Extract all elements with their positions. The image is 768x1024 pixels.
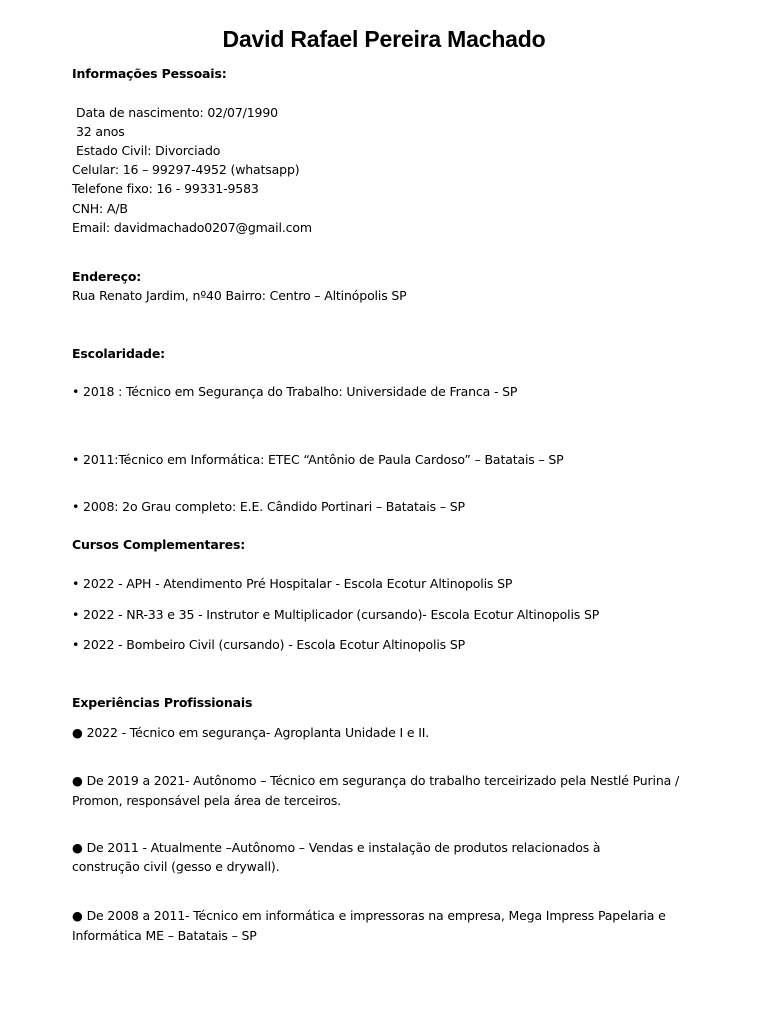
course-item: • 2022 - NR-33 e 35 - Instrutor e Multiplicador (cursando)- Escola Ecotur Altinopolis SP <box>72 607 600 622</box>
experience-item: ● 2022 - Técnico em segurança- Agroplanta Unidade I e II. <box>72 725 430 740</box>
landline-phone: Telefone fixo: 16 - 99331-9583 <box>72 181 259 196</box>
experience-item: ● De 2011 - Atualmente –Autônomo – Vendas e instalação de produtos relacionados à <box>72 840 601 855</box>
education-item: • 2008: 2o Grau completo: E.E. Cândido Portinari – Batatais – SP <box>72 499 465 514</box>
experience-heading: Experiências Profissionais <box>72 695 253 710</box>
driver-license: CNH: A/B <box>72 201 128 216</box>
personal-info-heading: Informações Pessoais: <box>72 66 227 81</box>
page-title: David Rafael Pereira Machado <box>222 26 546 52</box>
education-heading: Escolaridade: <box>72 346 166 361</box>
experience-item-continuation: construção civil (gesso e drywall). <box>72 859 280 874</box>
email: Email: davidmachado0207@gmail.com <box>72 220 312 235</box>
civil-status: Estado Civil: Divorciado <box>76 143 221 158</box>
experience-item-continuation: Informática ME – Batatais – SP <box>72 928 257 943</box>
education-item: • 2011:Técnico em Informática: ETEC “Antônio de Paula Cardoso” – Batatais – SP <box>72 452 564 467</box>
birth-date: Data de nascimento: 02/07/1990 <box>76 105 278 120</box>
address-line: Rua Renato Jardim, nº40 Bairro: Centro – Altinópolis SP <box>72 288 407 303</box>
cell-phone: Celular: 16 – 99297-4952 (whatsapp) <box>72 162 300 177</box>
address-heading: Endereço: <box>72 269 142 284</box>
course-item: • 2022 - Bombeiro Civil (cursando) - Escola Ecotur Altinopolis SP <box>72 637 466 652</box>
courses-heading: Cursos Complementares: <box>72 537 246 552</box>
course-item: • 2022 - APH - Atendimento Pré Hospitalar - Escola Ecotur Altinopolis SP <box>72 576 513 591</box>
experience-item: ● De 2019 a 2021- Autônomo – Técnico em segurança do trabalho terceirizado pela Nestlé Purina / <box>72 773 680 788</box>
experience-item-continuation: Promon, responsável pela área de terceiros. <box>72 793 342 808</box>
experience-item: ● De 2008 a 2011- Técnico em informática e impressoras na empresa, Mega Impress Papelaria e <box>72 908 666 923</box>
age: 32 anos <box>76 124 125 139</box>
education-item: • 2018 : Técnico em Segurança do Trabalho: Universidade de Franca - SP <box>72 384 518 399</box>
